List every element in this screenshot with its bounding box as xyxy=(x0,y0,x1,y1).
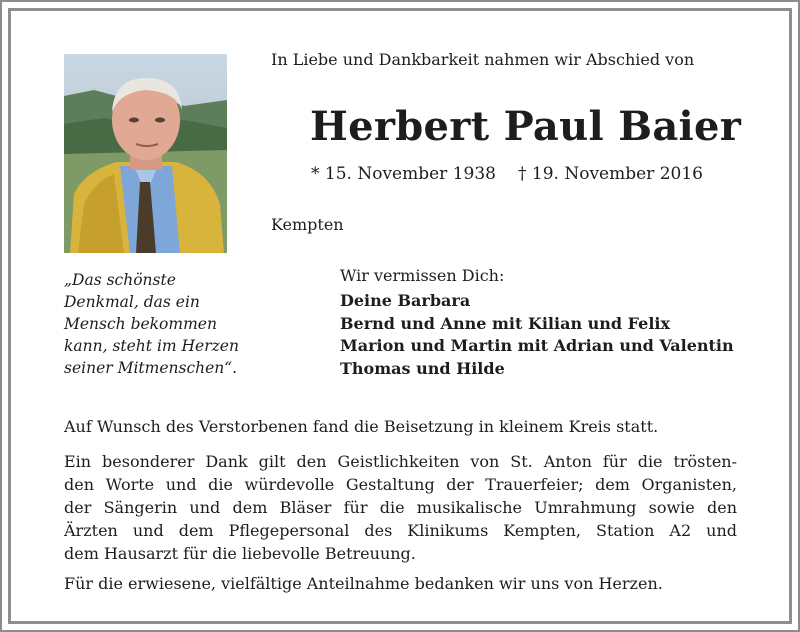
mourner-entry: Marion und Martin mit Adrian und Valentin xyxy=(340,336,734,355)
death-date: † 19. November 2016 xyxy=(518,164,703,184)
quote-line: Mensch bekommen xyxy=(64,315,217,333)
birth-date: * 15. November 1938 xyxy=(311,164,496,184)
place-name: Kempten xyxy=(271,215,344,234)
memorial-quote xyxy=(64,269,254,379)
mourners-label: Wir vermissen Dich: xyxy=(340,266,505,285)
mourner-entry: Bernd und Anne mit Kilian und Felix xyxy=(340,313,671,333)
portrait-photo xyxy=(64,54,227,253)
mourners-list xyxy=(340,290,734,380)
burial-notice: Auf Wunsch des Verstorbenen fand die Beisetzung in kleinem Kreis statt. xyxy=(64,417,659,436)
deceased-name: Herbert Paul Baier xyxy=(310,103,742,150)
mourner-entry: Deine Barbara xyxy=(340,291,471,310)
thanks-line: den Worte und die würdevolle Gestaltung der Trauerfeier; dem Organisten, xyxy=(64,475,737,494)
thanks-line: Ärzten und dem Pflegepersonal des Klinikums Kempten, Station A2 und xyxy=(64,521,737,540)
thanks-line: Ein besonderer Dank gilt den Geistlichkeiten von St. Anton für die trösten- xyxy=(64,452,737,471)
thanks-line: der Sängerin und dem Bläser für die musikalische Umrahmung sowie den xyxy=(64,498,737,517)
thanks-paragraph xyxy=(64,450,737,565)
quote-line: Denkmal, das ein xyxy=(64,293,200,311)
closing-thanks: Für die erwiesene, vielfältige Anteilnahme bedanken wir uns von Herzen. xyxy=(64,574,663,593)
mourner-entry: Thomas und Hilde xyxy=(340,358,505,378)
intro-line: In Liebe und Dankbarkeit nahmen wir Abschied von xyxy=(271,50,695,69)
quote-line: „Das schönste xyxy=(64,271,176,289)
thanks-line: dem Hausarzt für die liebevolle Betreuung. xyxy=(64,544,416,563)
quote-line: kann, steht im Herzen xyxy=(64,337,239,355)
quote-line: seiner Mitmenschen“. xyxy=(64,359,238,377)
